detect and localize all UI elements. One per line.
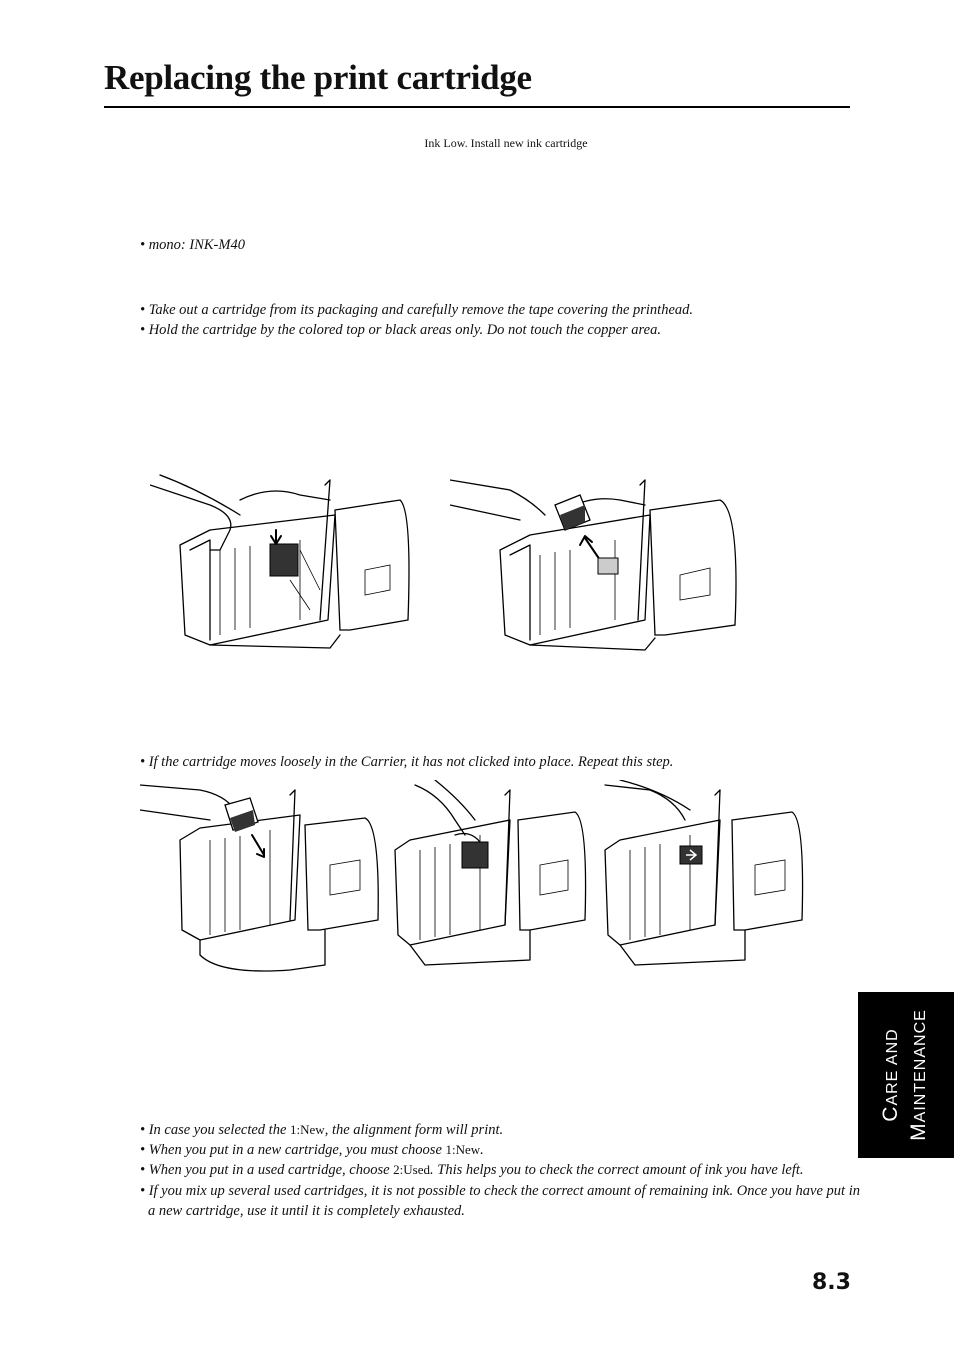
insert-cartridge-illustration-3	[600, 780, 810, 980]
lcd-message: Ink Low. Install new ink cartridge	[424, 136, 588, 150]
page-title: Replacing the print cartridge	[104, 58, 532, 97]
insert-note: • If the cartridge moves loosely in the Carrier, it has not clicked into place. Repeat this step.	[140, 754, 674, 770]
remove-cartridge-illustration-1	[150, 470, 420, 660]
final-note-4: • If you mix up several used cartridges, it is not possible to check the correct amount of remaining ink. Once you have put in a new cartridge, use it until it is completely exhausted.	[140, 1183, 860, 1219]
handling-note-2: • Hold the cartridge by the colored top or black areas only. Do not touch the copper area.	[140, 322, 661, 338]
page-number: 8.3	[812, 1270, 851, 1295]
chapter-side-tab	[858, 992, 954, 1158]
title-rule	[104, 106, 850, 108]
cartridge-model-note: • mono: INK-M40	[140, 237, 245, 253]
final-note-2: • When you put in a new cartridge, you must choose 1:New.	[140, 1142, 484, 1158]
chapter-tab-label: CARE AND MAINTENANCE	[879, 1009, 930, 1141]
final-note-3: • When you put in a used cartridge, choose 2:Used. This helps you to check the correct amount of ink you have left.	[140, 1162, 804, 1178]
handling-note-1: • Take out a cartridge from its packaging and carefully remove the tape covering the printhead.	[140, 302, 694, 318]
insert-cartridge-illustration-1	[140, 780, 385, 980]
insert-cartridge-illustration-2	[390, 780, 590, 980]
final-note-1: • In case you selected the 1:New, the alignment form will print.	[140, 1122, 504, 1138]
remove-cartridge-illustration-2	[450, 470, 750, 660]
